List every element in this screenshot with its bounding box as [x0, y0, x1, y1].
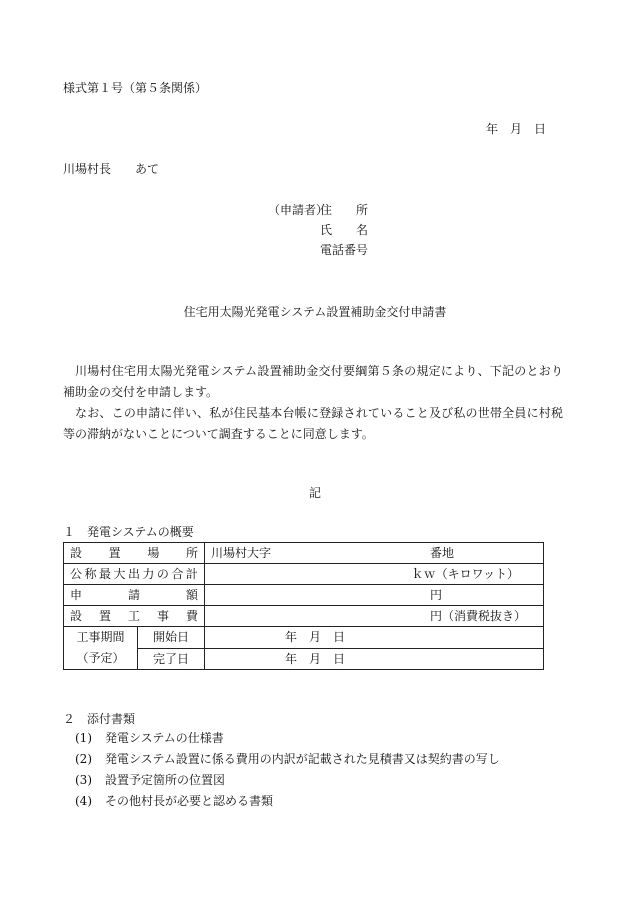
table-row: [64, 543, 544, 564]
applicant-name-label: 氏 名: [320, 223, 369, 237]
table-row: [64, 627, 544, 649]
date-line: 年 月 日: [485, 122, 546, 136]
item-text: その他村長が必要と認める書類: [105, 794, 274, 808]
row-label-cost: [64, 606, 205, 627]
applicant-label: （申請者）: [268, 203, 329, 217]
attachments-list: [75, 728, 500, 812]
row-label-text: 公 称 最 大 出 力 の 合 計: [70, 567, 198, 581]
table-row: [64, 606, 544, 627]
max-output-unit: ｋｗ（キロワット）: [411, 567, 519, 581]
end-date-label: 完了日: [138, 648, 205, 670]
cost-value-cell[interactable]: [205, 606, 544, 627]
max-output-value-cell[interactable]: [205, 564, 544, 585]
location-value-cell[interactable]: [205, 543, 544, 564]
system-overview-table: [63, 542, 544, 670]
item-number: (4): [75, 794, 92, 808]
addressee: 川場村長 あて: [63, 162, 160, 176]
body-text: [63, 361, 563, 445]
row-label-text: 申 請 額: [70, 588, 198, 602]
list-item: [75, 728, 500, 749]
row-label-text: 設 置 場 所: [70, 546, 198, 560]
applicant-address-label: 住 所: [320, 203, 369, 217]
section1-title: １ 発電システムの概要: [63, 525, 194, 539]
item-number: (2): [75, 752, 92, 766]
item-number: (1): [75, 731, 92, 745]
amount-value-cell[interactable]: [205, 585, 544, 606]
row-label-text: 設 置 工 事 費: [70, 609, 198, 623]
body-paragraph-2: なお、この申請に伴い、私が住民基本台帳に登録されていること及び私の世帯全員に村税等の滞納がないことについて調査することに同意します。: [63, 406, 563, 441]
section2-title: ２ 添付書類: [63, 712, 136, 726]
item-text: 発電システムの仕様書: [105, 731, 224, 745]
applicant-phone-label: 電話番号: [320, 243, 369, 257]
ki-heading: 記: [308, 486, 321, 500]
document-title: 住宅用太陽光発電システム設置補助金交付申請書: [183, 305, 447, 319]
cost-unit: 円（消費税抜き）: [430, 609, 527, 623]
amount-unit: 円: [430, 588, 443, 602]
item-number: (3): [75, 773, 92, 787]
period-label-bottom: （予定）: [76, 651, 125, 665]
start-date-value[interactable]: 年 月 日: [205, 627, 544, 649]
table-row: [64, 564, 544, 585]
list-item: [75, 791, 500, 812]
row-label-location: [64, 543, 205, 564]
row-label-amount: [64, 585, 205, 606]
form-number: 様式第１号（第５条関係）: [63, 81, 208, 95]
period-label-top: 工事期間: [76, 630, 125, 644]
row-label-max-output: [64, 564, 205, 585]
list-item: [75, 749, 500, 770]
item-text: 発電システム設置に係る費用の内訳が記載された見積書又は契約書の写し: [105, 752, 500, 766]
period-label: [64, 627, 138, 670]
start-date-label: 開始日: [138, 627, 205, 649]
location-unit: 番地: [430, 546, 455, 560]
table-row: [64, 585, 544, 606]
list-item: [75, 770, 500, 791]
end-date-value[interactable]: 年 月 日: [205, 648, 544, 670]
body-paragraph-1: 川場村住宅用太陽光発電システム設置補助金交付要綱第５条の規定により、下記のとおり補助金の交付を申請します。: [63, 364, 563, 399]
location-prefix: 川場村大字: [211, 546, 272, 560]
item-text: 設置予定箇所の位置図: [105, 773, 226, 787]
